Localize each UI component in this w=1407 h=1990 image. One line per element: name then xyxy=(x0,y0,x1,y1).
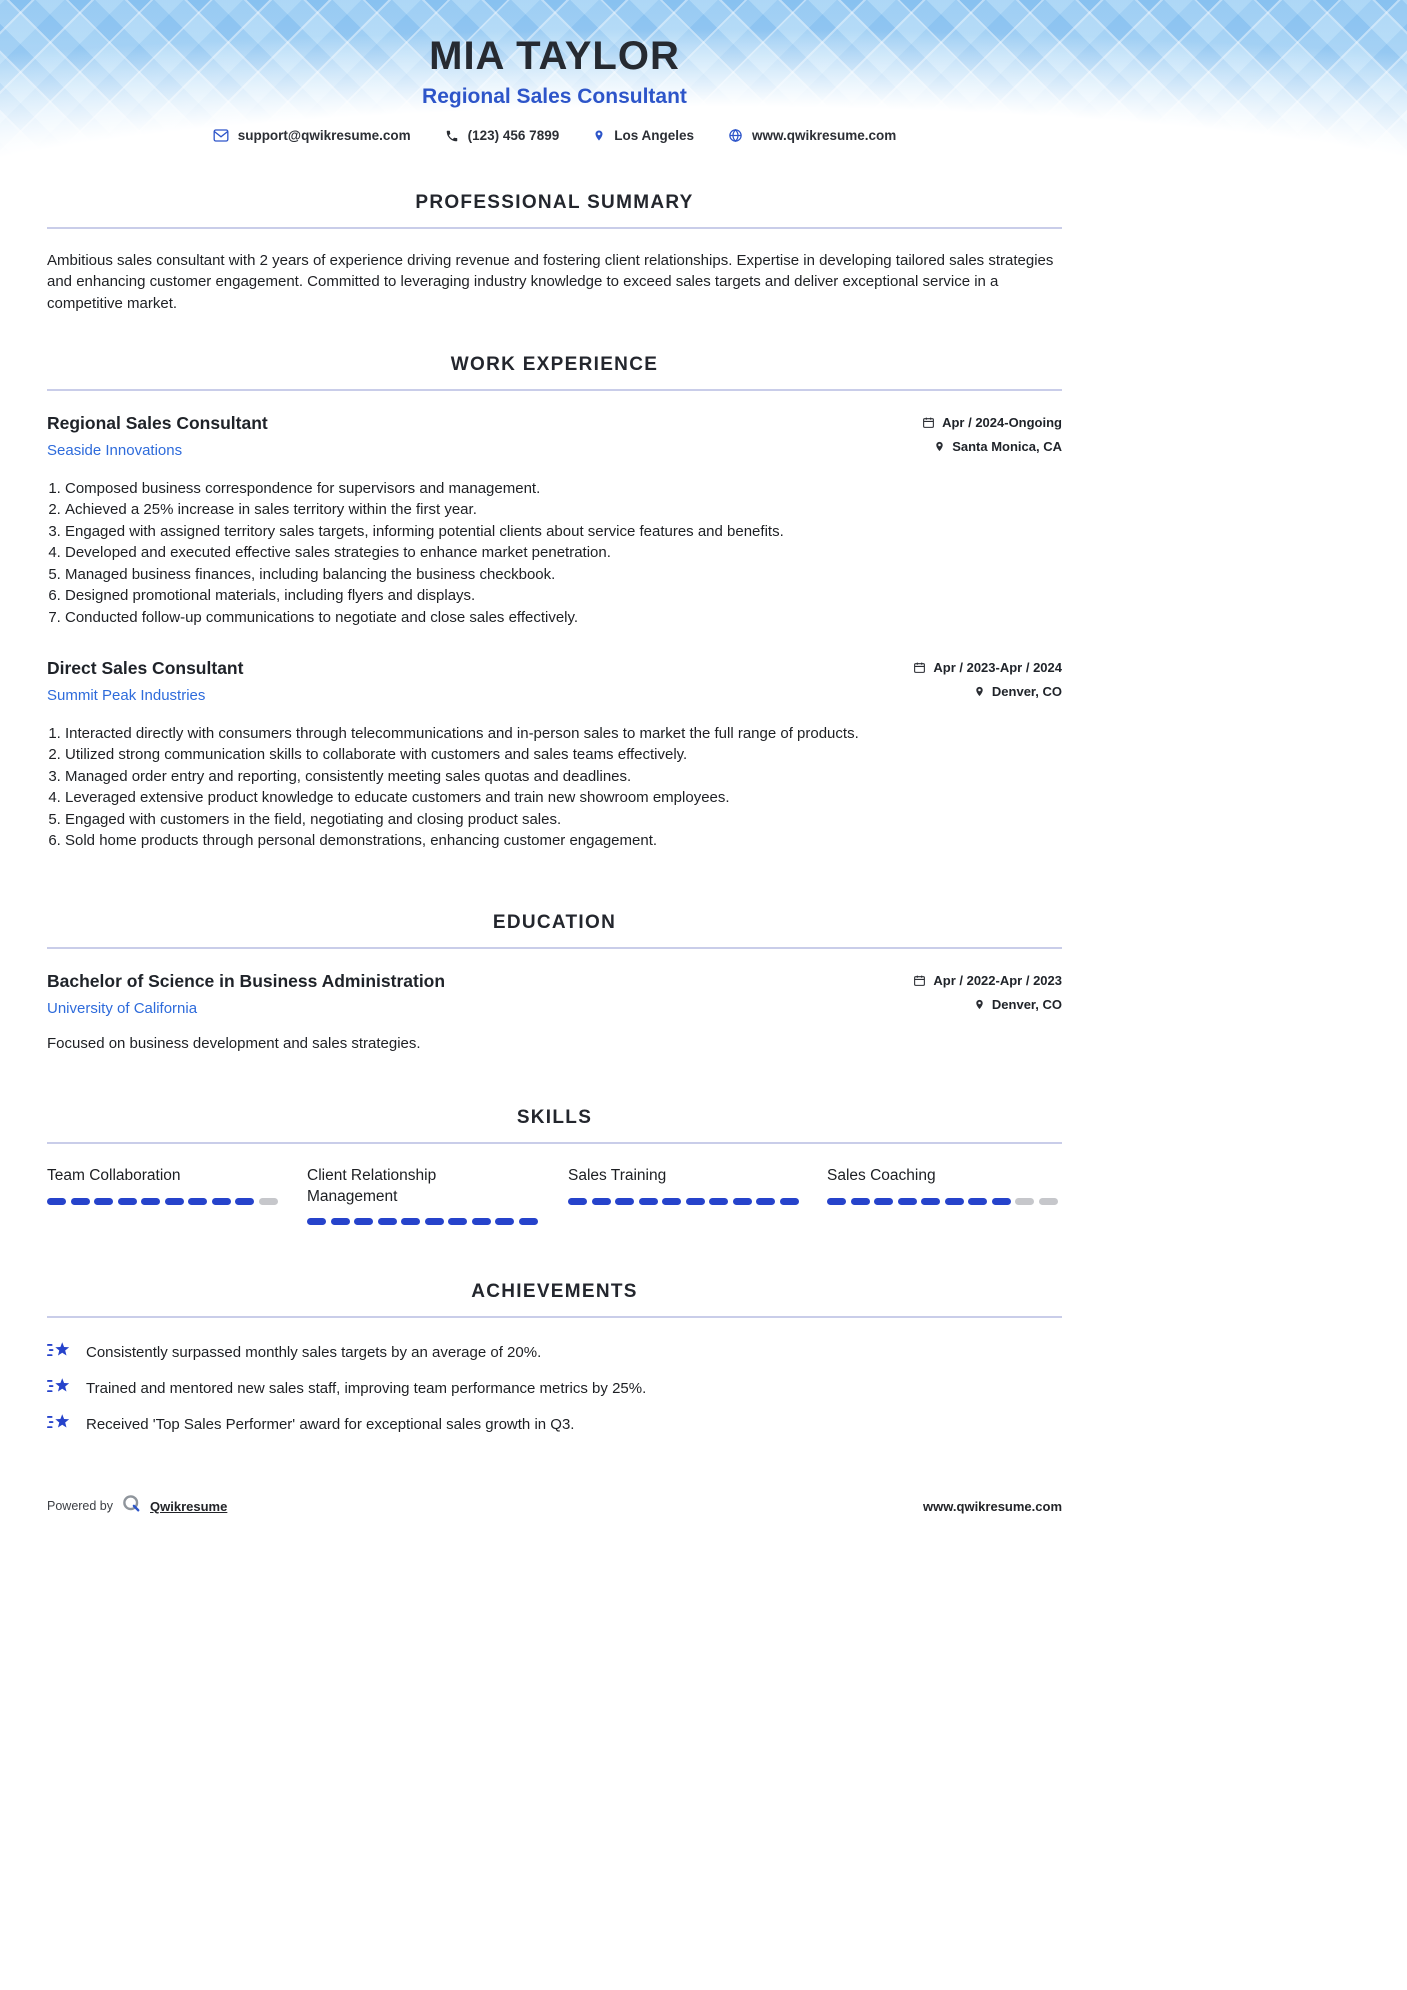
skill-level-segment xyxy=(968,1198,987,1205)
contact-row xyxy=(47,128,1062,143)
skill-item xyxy=(827,1166,1062,1226)
job-dates xyxy=(922,415,1062,430)
skill-level-segment xyxy=(921,1198,940,1205)
job-title: Direct Sales Consultant xyxy=(47,657,244,678)
skill-level-segment xyxy=(47,1198,66,1205)
calendar-icon xyxy=(922,416,935,429)
achievement-list xyxy=(47,1341,1062,1436)
footer-site-link[interactable]: www.qwikresume.com xyxy=(923,1498,1062,1514)
job-bullet: 5. Engaged with customers in the field, negotiating and closing product sales. xyxy=(65,809,1062,830)
calendar-icon xyxy=(913,974,926,987)
skills-grid xyxy=(47,1166,1062,1226)
section-divider xyxy=(47,1142,1062,1144)
skill-level-segment xyxy=(118,1198,137,1205)
skill-level-segment xyxy=(874,1198,893,1205)
job-title: Regional Sales Consultant xyxy=(47,412,268,433)
job-dates-text: Apr / 2024-Ongoing xyxy=(942,414,1062,430)
skill-name: Client Relationship Management xyxy=(307,1166,437,1205)
phone-icon xyxy=(445,129,459,143)
skill-level-segment xyxy=(94,1198,113,1205)
contact-website[interactable] xyxy=(728,128,896,143)
contact-phone xyxy=(445,128,560,143)
skill-level-segment xyxy=(472,1218,491,1225)
skill-level-segment xyxy=(331,1218,350,1225)
job-bullet: 3. Engaged with assigned territory sales targets, informing potential clients about service features and benefits. xyxy=(65,521,1062,542)
job-bullet: 1. Composed business correspondence for supervisors and management. xyxy=(65,478,1062,499)
skill-level-segment xyxy=(307,1218,326,1225)
skill-level-bar xyxy=(47,1198,307,1205)
skill-level-segment xyxy=(71,1198,90,1205)
pin-icon xyxy=(974,998,985,1011)
job-company-link[interactable]: Summit Peak Industries xyxy=(47,686,206,704)
achievement-star-icon xyxy=(47,1341,71,1364)
achievement-star-icon xyxy=(47,1413,71,1436)
skill-level-segment xyxy=(662,1198,681,1205)
job-entry-1 xyxy=(47,413,1062,628)
email-icon xyxy=(213,129,229,142)
job-location-text: Denver, CO xyxy=(991,683,1062,699)
skill-level-segment xyxy=(1039,1198,1058,1205)
skill-level-segment xyxy=(615,1198,634,1205)
section-achievements xyxy=(47,1281,1062,1436)
skill-level-segment xyxy=(165,1198,184,1205)
contact-location-text: Los Angeles xyxy=(614,128,694,143)
job-bullet-list xyxy=(47,478,1062,628)
job-location xyxy=(922,439,1062,454)
section-divider xyxy=(47,1316,1062,1318)
job-bullet: 6. Designed promotional materials, including flyers and displays. xyxy=(65,585,1062,606)
education-note: Focused on business development and sales strategies. xyxy=(47,1034,421,1052)
skill-level-segment xyxy=(568,1198,587,1205)
job-location-text: Santa Monica, CA xyxy=(952,438,1062,454)
achievement-text: Received 'Top Sales Performer' award for exceptional sales growth in Q3. xyxy=(86,1416,575,1434)
skill-level-segment xyxy=(141,1198,160,1205)
achievements-heading: ACHIEVEMENTS xyxy=(471,1281,638,1303)
skill-level-segment xyxy=(378,1218,397,1225)
job-bullet: 4. Developed and executed effective sales strategies to enhance market penetration. xyxy=(65,542,1062,563)
skill-level-segment xyxy=(709,1198,728,1205)
skill-level-bar xyxy=(568,1198,827,1205)
job-bullet: 3. Managed order entry and reporting, consistently meeting sales quotas and deadlines. xyxy=(65,766,1062,787)
skill-level-segment xyxy=(448,1218,467,1225)
skills-heading: SKILLS xyxy=(516,1106,593,1128)
skill-name: Team Collaboration xyxy=(47,1166,181,1184)
skill-item xyxy=(307,1166,568,1226)
skill-level-segment xyxy=(401,1218,420,1225)
skill-level-segment xyxy=(1015,1198,1034,1205)
job-bullet-list xyxy=(47,723,1062,852)
achievement-star-icon xyxy=(47,1377,71,1400)
skill-level-segment xyxy=(851,1198,870,1205)
education-location-text: Denver, CO xyxy=(991,996,1062,1012)
achievement-item xyxy=(47,1341,1062,1364)
achievement-item xyxy=(47,1413,1062,1436)
candidate-name: MIA TAYLOR xyxy=(429,34,680,78)
section-divider xyxy=(47,947,1062,949)
skill-level-segment xyxy=(827,1198,846,1205)
pin-icon xyxy=(934,440,945,453)
education-degree: Bachelor of Science in Business Administration xyxy=(47,970,446,991)
summary-heading: PROFESSIONAL SUMMARY xyxy=(415,192,694,213)
resume-header xyxy=(0,0,1407,172)
location-icon xyxy=(593,128,605,143)
skill-level-segment xyxy=(733,1198,752,1205)
skill-level-segment xyxy=(212,1198,231,1205)
skill-level-segment xyxy=(519,1218,538,1225)
skill-level-segment xyxy=(780,1198,799,1205)
section-divider xyxy=(47,389,1062,391)
skill-level-segment xyxy=(756,1198,775,1205)
job-dates xyxy=(913,660,1062,675)
job-location xyxy=(913,684,1062,699)
job-bullet: 6. Sold home products through personal demonstrations, enhancing customer engagement. xyxy=(65,830,1062,851)
page-footer xyxy=(47,1494,1062,1518)
globe-icon xyxy=(728,128,743,143)
powered-by-label: Powered by xyxy=(47,1499,114,1513)
section-professional-summary xyxy=(47,192,1062,314)
skill-item xyxy=(568,1166,827,1226)
contact-location xyxy=(593,128,694,143)
job-bullet: 7. Conducted follow-up communications to negotiate and close sales effectively. xyxy=(65,607,1062,628)
education-dates xyxy=(913,973,1062,988)
skill-level-segment xyxy=(354,1218,373,1225)
skill-level-segment xyxy=(898,1198,917,1205)
job-dates-text: Apr / 2023-Apr / 2024 xyxy=(933,659,1062,675)
section-divider xyxy=(47,227,1062,229)
skill-level-segment xyxy=(235,1198,254,1205)
work-heading: WORK EXPERIENCE xyxy=(450,353,659,375)
job-company-link[interactable]: Seaside Innovations xyxy=(47,441,183,459)
skill-level-segment xyxy=(945,1198,964,1205)
achievement-text: Consistently surpassed monthly sales targets by an average of 20%. xyxy=(86,1344,542,1362)
contact-website-text: www.qwikresume.com xyxy=(752,128,897,143)
skill-level-segment xyxy=(686,1198,705,1205)
skill-level-segment xyxy=(188,1198,207,1205)
job-entry-2 xyxy=(47,658,1062,852)
skill-level-segment xyxy=(592,1198,611,1205)
contact-phone-text: (123) 456 7899 xyxy=(467,128,560,143)
skill-level-segment xyxy=(495,1218,514,1225)
contact-email[interactable] xyxy=(213,128,411,143)
summary-text: Ambitious sales consultant with 2 years of experience driving revenue and fostering client relationships. Expertise in developing tailored sales strategies and enhancing customer engagement. Committed to leveraging industry knowledge to exceed sales targets and deliver exceptional service in a competitive market. xyxy=(47,252,1054,312)
skill-item xyxy=(47,1166,307,1226)
skill-level-bar xyxy=(307,1218,568,1225)
job-bullet: 1. Interacted directly with consumers through telecommunications and in-person sales to market the full range of products. xyxy=(65,723,1062,744)
skill-level-segment xyxy=(259,1198,278,1205)
education-heading: EDUCATION xyxy=(492,911,617,933)
skill-level-segment xyxy=(639,1198,658,1205)
qwikresume-logo-icon xyxy=(122,1494,141,1518)
skill-name: Sales Training xyxy=(568,1166,667,1184)
job-bullet: 2. Achieved a 25% increase in sales territory within the first year. xyxy=(65,499,1062,520)
calendar-icon xyxy=(913,661,926,674)
section-education xyxy=(47,912,1062,1052)
education-entry xyxy=(47,971,1062,1052)
achievement-text: Trained and mentored new sales staff, improving team performance metrics by 25%. xyxy=(86,1380,647,1398)
skill-level-segment xyxy=(425,1218,444,1225)
skill-name: Sales Coaching xyxy=(827,1166,936,1184)
skill-level-segment xyxy=(992,1198,1011,1205)
section-skills xyxy=(47,1107,1062,1226)
job-bullet: 2. Utilized strong communication skills to collaborate with customers and sales teams effectively. xyxy=(65,744,1062,765)
education-location xyxy=(913,997,1062,1012)
skill-level-bar xyxy=(827,1198,1062,1205)
qwikresume-brand-link[interactable]: Qwikresume xyxy=(150,1498,228,1514)
job-bullet: 4. Leveraged extensive product knowledge to educate customers and train new showroom employees. xyxy=(65,787,1062,808)
job-bullet: 5. Managed business finances, including balancing the business checkbook. xyxy=(65,564,1062,585)
education-dates-text: Apr / 2022-Apr / 2023 xyxy=(933,972,1062,988)
achievement-item xyxy=(47,1377,1062,1400)
candidate-job-title: Regional Sales Consultant xyxy=(422,85,687,108)
education-school-link[interactable]: University of California xyxy=(47,999,198,1017)
section-work-experience xyxy=(47,354,1062,852)
contact-email-text: support@qwikresume.com xyxy=(237,128,411,143)
pin-icon xyxy=(974,685,985,698)
